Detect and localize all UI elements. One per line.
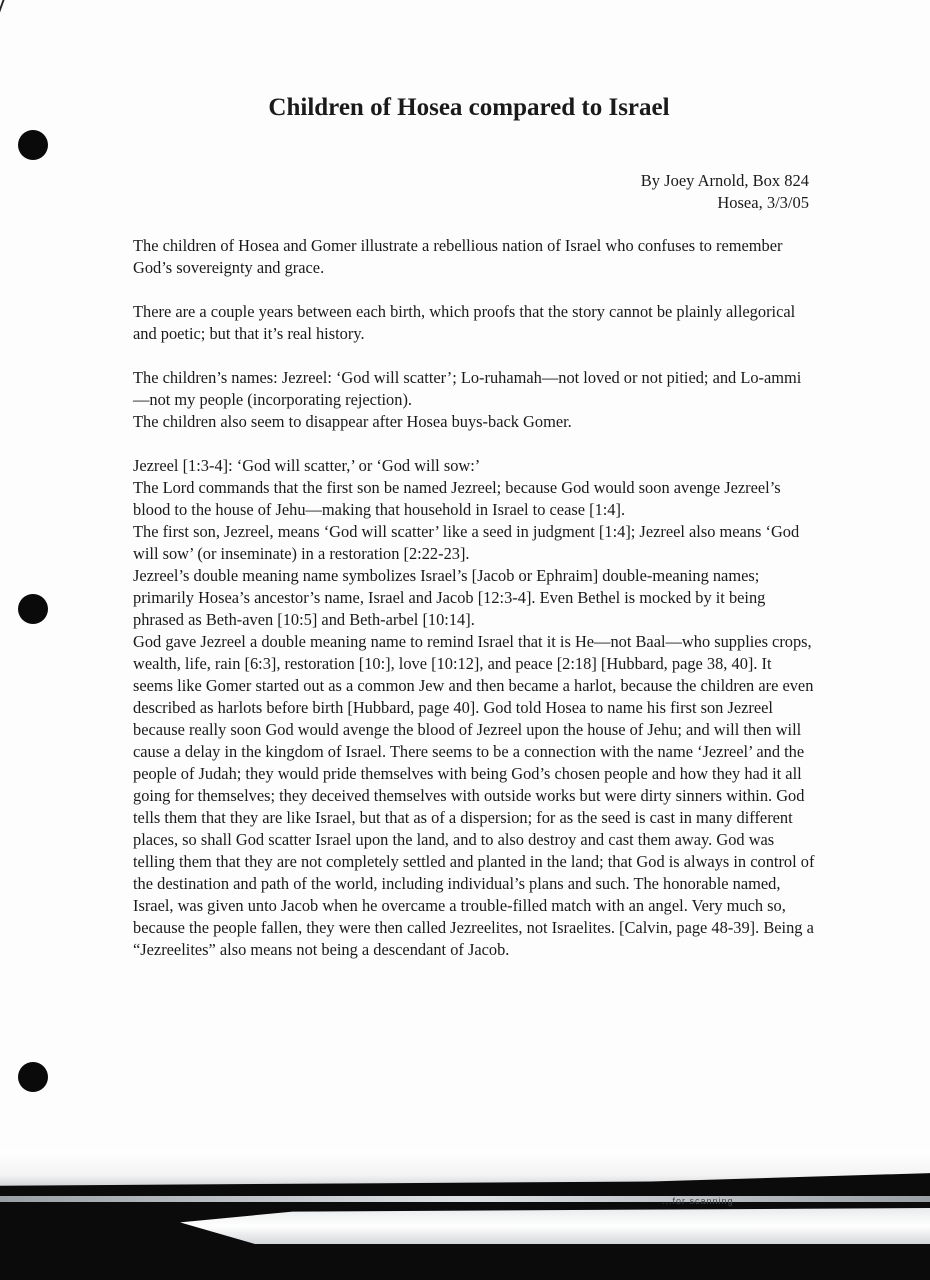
paragraph-first-son: The first son, Jezreel, means ‘God will scatter’ like a seed in judgment [1:4]; Jezreel also means ‘God will sow’ (or inseminate) in a restoration [2:22-23]. — [133, 522, 800, 563]
section-heading-jezreel: Jezreel [1:3-4]: ‘God will scatter,’ or ‘God will sow:’ — [133, 456, 481, 475]
scan-edge-line — [0, 1196, 930, 1202]
punch-hole-bottom — [18, 1062, 48, 1092]
byline — [641, 170, 809, 214]
punch-hole-top — [18, 130, 48, 160]
paragraph-jezreel-discussion: God gave Jezreel a double meaning name to remind Israel that it is He—not Baal—who supplies crops, wealth, life, rain [6:3], restoration [10:], love [10:12], and peace [2:18] [Hubbard, page 38, 40]. It seems like Gomer started out as a common Jew and then became a harlot, because the children are even described as harlots before birth [Hubbard, page 40]. God told Hosea to name his first son Jezreel because really soon God would avenge the blood of Jezreel upon the house of Jehu; and will then will cause a delay in the kingdom of Israel. There seems to be a connection with the name ‘Jezreel’ and the people of Judah; they would pride themselves with being God’s chosen people and how they had it all going for themselves; they deceived themselves with outside works but were dirty sinners within. God tells them that they are like Israel, but that as of a dispersion; for as the seed is cast in many different places, so shall God scatter Israel upon the land, and to also destroy and cast them away. God was telling them that they are not completely settled and planted in the land; that God is always in control of the destination and path of the world, including individual’s plans and such. The honorable named, Israel, was given unto Jacob when he overcame a trouble-filled match with an angel. Very much so, because the people fallen, they were then called Jezreelites, not Israelites. [Calvin, page 48-39]. Being a “Jezreelites” also means not being a descendant of Jacob. — [133, 632, 815, 959]
paragraph-intro: The children of Hosea and Gomer illustrate a rebellious nation of Israel who confuses to remember God’s sovereignty and grace. — [133, 236, 783, 277]
paragraph-children-disappear: The children also seem to disappear after Hosea buys-back Gomer. — [133, 412, 572, 431]
punch-hole-middle — [18, 594, 48, 624]
paragraph-children-names: The children’s names: Jezreel: ‘God will scatter’; Lo-ruhamah—not loved or not pitied; and Lo-ammi—not my people (incorporating rejection). — [133, 368, 802, 409]
author-line: By Joey Arnold, Box 824 — [640, 171, 809, 190]
document-title: Children of Hosea compared to Israel — [268, 94, 670, 121]
scan-folded-strip — [180, 1208, 930, 1244]
paragraph-lord-commands: The Lord commands that the first son be named Jezreel; because God would soon avenge Jezreel’s blood to the house of Jehu—making that household in Israel to cease [1:4]. — [133, 478, 781, 519]
scan-artifact-text: ...for scanning — [662, 1196, 734, 1206]
page-corner-mark — [0, 0, 19, 14]
document-body — [133, 235, 815, 961]
paragraph-double-meaning: Jezreel’s double meaning name symbolizes Israel’s [Jacob or Ephraim] double-meaning names; primarily Hosea’s ancestor’s name, Israel and Jacob [12:3-4]. Even Bethel is mocked by it being phrased as Beth-aven [10:5] and Beth-arbel [10:14]. — [133, 566, 766, 629]
paragraph-birth-years: There are a couple years between each birth, which proofs that the story cannot be plainly allegorical and poetic; but that it’s real history. — [133, 302, 796, 343]
course-date-line: Hosea, 3/3/05 — [717, 193, 809, 212]
